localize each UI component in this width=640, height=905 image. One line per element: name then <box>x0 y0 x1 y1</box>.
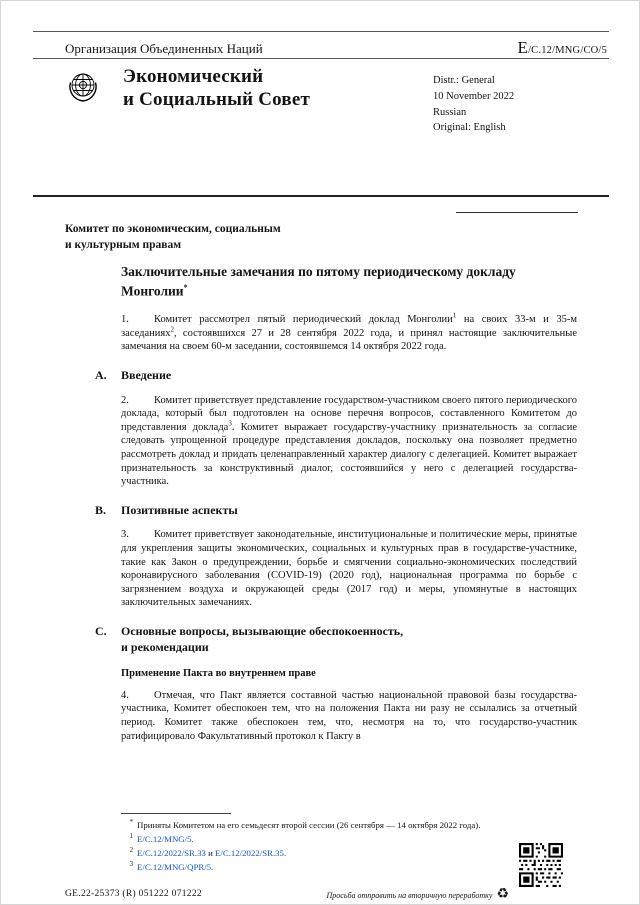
footnote-star <box>121 818 577 832</box>
paragraph-2 <box>121 394 577 489</box>
footnote-2 <box>121 846 577 860</box>
qr-code <box>519 843 563 887</box>
footnote-ref-1: 1 <box>452 311 457 320</box>
document-title <box>121 263 577 301</box>
council-title-line1: Экономический <box>123 66 264 87</box>
footnote-ref-3: 3 <box>228 419 232 428</box>
paragraph-1-text: , состоявшихся 27 и 28 сентября 2022 года, и принял настоящие заключительные замечания на своем 60-м заседании, состоявшемся 14 октября 2022 года. <box>121 327 577 353</box>
subsection-heading: Применение Пакта во внутреннем праве <box>121 668 316 680</box>
footnote-2-link-a[interactable]: E/C.12/2022/SR.33 <box>137 848 206 859</box>
paragraph-1 <box>121 313 577 354</box>
document-body <box>95 263 577 752</box>
paragraph-1-text: на своих 33-м и 35-м заседаниях <box>121 314 577 339</box>
distr-date: 10 November 2022 <box>433 90 515 102</box>
section-heading-c <box>95 623 577 655</box>
footnote-separator <box>121 813 231 814</box>
right-short-rule <box>456 212 578 213</box>
paragraph-2-text: . Комитет выражает государству-участнику признательность за согласие следовать упрощенной процедуре представления докладов, поскольку она позволяет предметно рассмотреть доклад и придать целенаправленный характер диалогу с делегацией. Комитет выражает признательность за конструктивный диалог, состоявшийся у него с делегацией государства-участника. <box>121 421 577 488</box>
footnote-1 <box>121 832 577 846</box>
committee-line2: и культурным правам <box>65 238 182 251</box>
footnote-2-link-b[interactable]: E/C.12/2022/SR.35. <box>215 848 287 859</box>
doc-symbol-rest: /C.12/MNG/CO/5 <box>528 45 607 56</box>
doc-symbol <box>517 38 607 58</box>
footnote-ref-2: 2 <box>170 325 174 334</box>
section-c-letter: C. <box>95 623 107 638</box>
footnote-1-link[interactable]: E/C.12/MNG/5. <box>137 834 194 845</box>
distr-language: Russian <box>433 106 467 118</box>
distribution-block <box>433 73 514 136</box>
section-b-letter: B. <box>95 502 107 517</box>
section-c-title-line1: Основные вопросы, вызывающие обеспокоенность, <box>121 623 404 638</box>
footnote-star-text: Приняты Комитетом на его семьдесят второй сессии (26 сентября — 14 октября 2022 года). <box>137 819 481 830</box>
distr-general: Distr.: General <box>433 75 495 86</box>
title-footnote-marker: * <box>183 282 188 292</box>
footnote-1-marker: 1 <box>129 833 133 841</box>
section-a-letter: A. <box>95 368 107 383</box>
section-heading-a <box>95 368 577 384</box>
paragraph-3-number: 3. <box>121 529 129 541</box>
footer-document-number: GE.22-25373 (R) 051222 071222 <box>65 889 202 899</box>
council-title <box>123 65 310 111</box>
paragraph-3 <box>121 528 577 610</box>
footnote-2-marker: 2 <box>129 847 133 855</box>
section-a-title: Введение <box>121 368 172 383</box>
header-rule <box>33 58 609 59</box>
footer-recycle <box>326 888 509 902</box>
committee-line1: Комитет по экономическим, социальным <box>65 223 281 235</box>
footnote-3 <box>121 860 577 874</box>
paragraph-1-number: 1. <box>121 314 129 326</box>
paragraph-4-number: 4. <box>121 689 129 701</box>
distr-original: Original: English <box>433 122 506 134</box>
title-text: Заключительные замечания по пятому периодическому докладу Монголии <box>121 264 516 299</box>
footnote-star-marker: * <box>129 819 133 826</box>
section-heading-b <box>95 502 577 519</box>
paragraph-2-number: 2. <box>121 394 129 406</box>
council-title-line2: и Социальный Совет <box>123 89 311 111</box>
footnotes-block <box>121 813 577 874</box>
committee-name <box>65 222 281 253</box>
recycle-text: Просьба отправить на вторичную переработку <box>326 890 493 900</box>
footnote-3-marker: 3 <box>129 861 133 869</box>
paragraph-3-text: Комитет приветствует законодательные, институциональные и политические меры, принятые для укрепления защиты экономических, социальных и культурных прав в государстве-участнике, такие как Закон о предупреждении, борьбе и смягчении социально-экономических последствий коронавирусного заболевания (COVID-19) (2020 год), национальная программа по борьбе с загрязнением воздуха и окружающей среды (2017 год) и меры, упомянутые в настоящих заключительных замечаниях. <box>121 529 577 609</box>
footnote-2-conjunction: и <box>205 848 216 859</box>
recycle-icon: ♻ <box>496 887 509 902</box>
footnote-3-link[interactable]: E/C.12/MNG/QPR/5. <box>137 862 214 873</box>
paragraph-2-text: Комитет приветствует представление государством-участником своего пятого периодического доклада, который был подготовлен на основе перечня вопросов, составленного Комитетом до представления доклада <box>121 394 577 433</box>
doc-symbol-letter: E <box>517 38 529 57</box>
top-rule <box>33 31 609 32</box>
section-b-title: Позитивные аспекты <box>121 502 238 517</box>
un-emblem-icon <box>61 67 105 111</box>
org-name: Организация Объединенных Наций <box>65 41 263 56</box>
paragraph-4-text: Отмечая, что Пакт является составной частью национальной правовой базы государства-участника, Комитет обеспокоен тем, что на положения Пакта ни разу не ссылались за отчетный период. Комитет также обеспокоен тем, что, несмотря на то, что государство-участник ратифицировало Факультативный протокол к Пакту в <box>121 689 577 742</box>
paragraph-1-text: Комитет рассмотрел пятый периодический доклад Монголии <box>154 314 453 326</box>
paragraph-4 <box>121 689 577 743</box>
masthead-bottom-rule <box>33 195 609 197</box>
section-c-title-line2: и рекомендации <box>121 639 209 654</box>
masthead-row <box>65 38 607 58</box>
